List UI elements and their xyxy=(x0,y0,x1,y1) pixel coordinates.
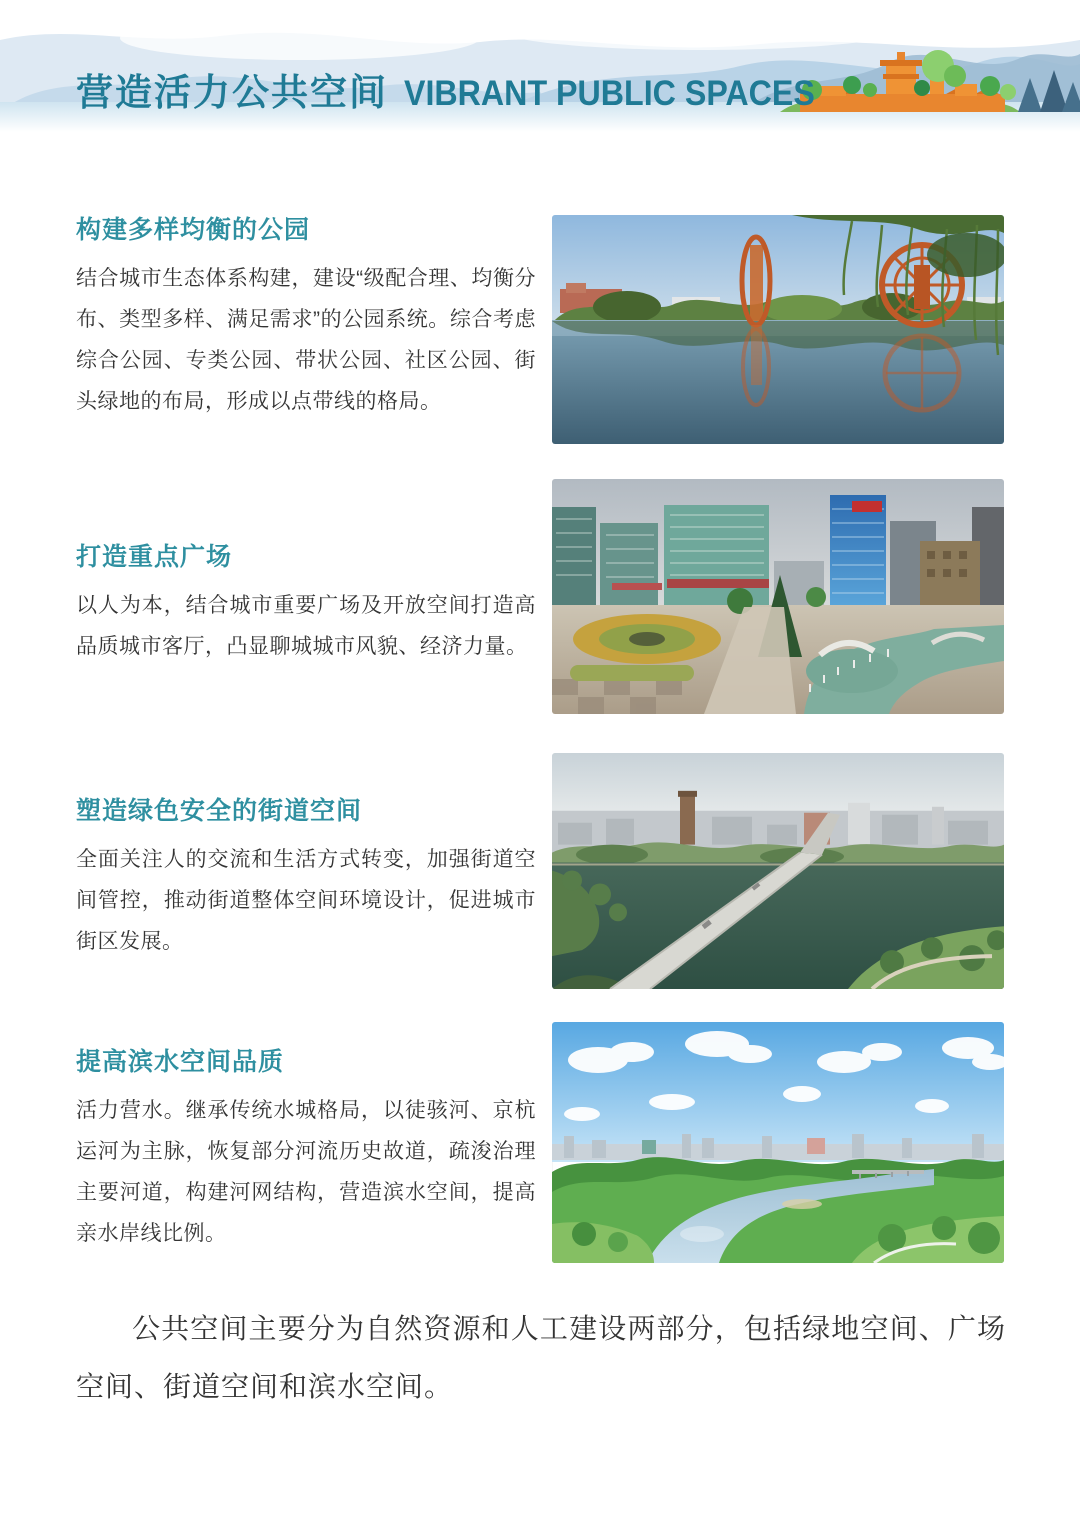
section-parks-body: 结合城市生态体系构建，建设“级配合理、均衡分布、类型多样、满足需求”的公园系统。综合考虑综合公园、专类公园、带状公园、社区公园、街头绿地的布局，形成以点带线的格局。 xyxy=(76,267,536,413)
section-squares xyxy=(76,541,536,667)
section-parks-heading: 构建多样均衡的公园 xyxy=(76,216,311,244)
section-squares-body: 以人为本，结合城市重要广场及开放空间打造高品质城市客厅，凸显聊城城市风貌、经济力量。 xyxy=(76,594,536,658)
page-title xyxy=(76,62,851,116)
section-squares-heading: 打造重点广场 xyxy=(76,543,233,571)
section-parks xyxy=(76,214,536,422)
section-waterfront-body: 活力营水。继承传统水城格局，以徒骇河、京杭运河为主脉，恢复部分河流历史故道，疏浚治理主要河道，构建河网结构，营造滨水空间，提高亲水岸线比例。 xyxy=(76,1099,536,1245)
photo-green-riverfront xyxy=(552,1022,1004,1263)
summary-paragraph: 公共空间主要分为自然资源和人工建设两部分，包括绿地空间、广场空间、街道空间和滨水空间。 xyxy=(76,1313,1006,1402)
section-waterfront xyxy=(76,1046,536,1254)
section-streets xyxy=(76,795,536,962)
photo-river-bridge xyxy=(552,753,1004,989)
photo-city-square xyxy=(552,479,1004,714)
photo-park-lake xyxy=(552,215,1004,444)
page-title-en: VIBRANT PUBLIC SPACES xyxy=(404,74,815,113)
section-streets-body: 全面关注人的交流和生活方式转变，加强街道空间管控，推动街道整体空间环境设计，促进城市街区发展。 xyxy=(76,848,536,953)
section-waterfront-heading: 提高滨水空间品质 xyxy=(76,1048,285,1076)
section-streets-heading: 塑造绿色安全的街道空间 xyxy=(76,797,363,825)
page-title-zh: 营造活力公共空间 xyxy=(76,72,388,113)
